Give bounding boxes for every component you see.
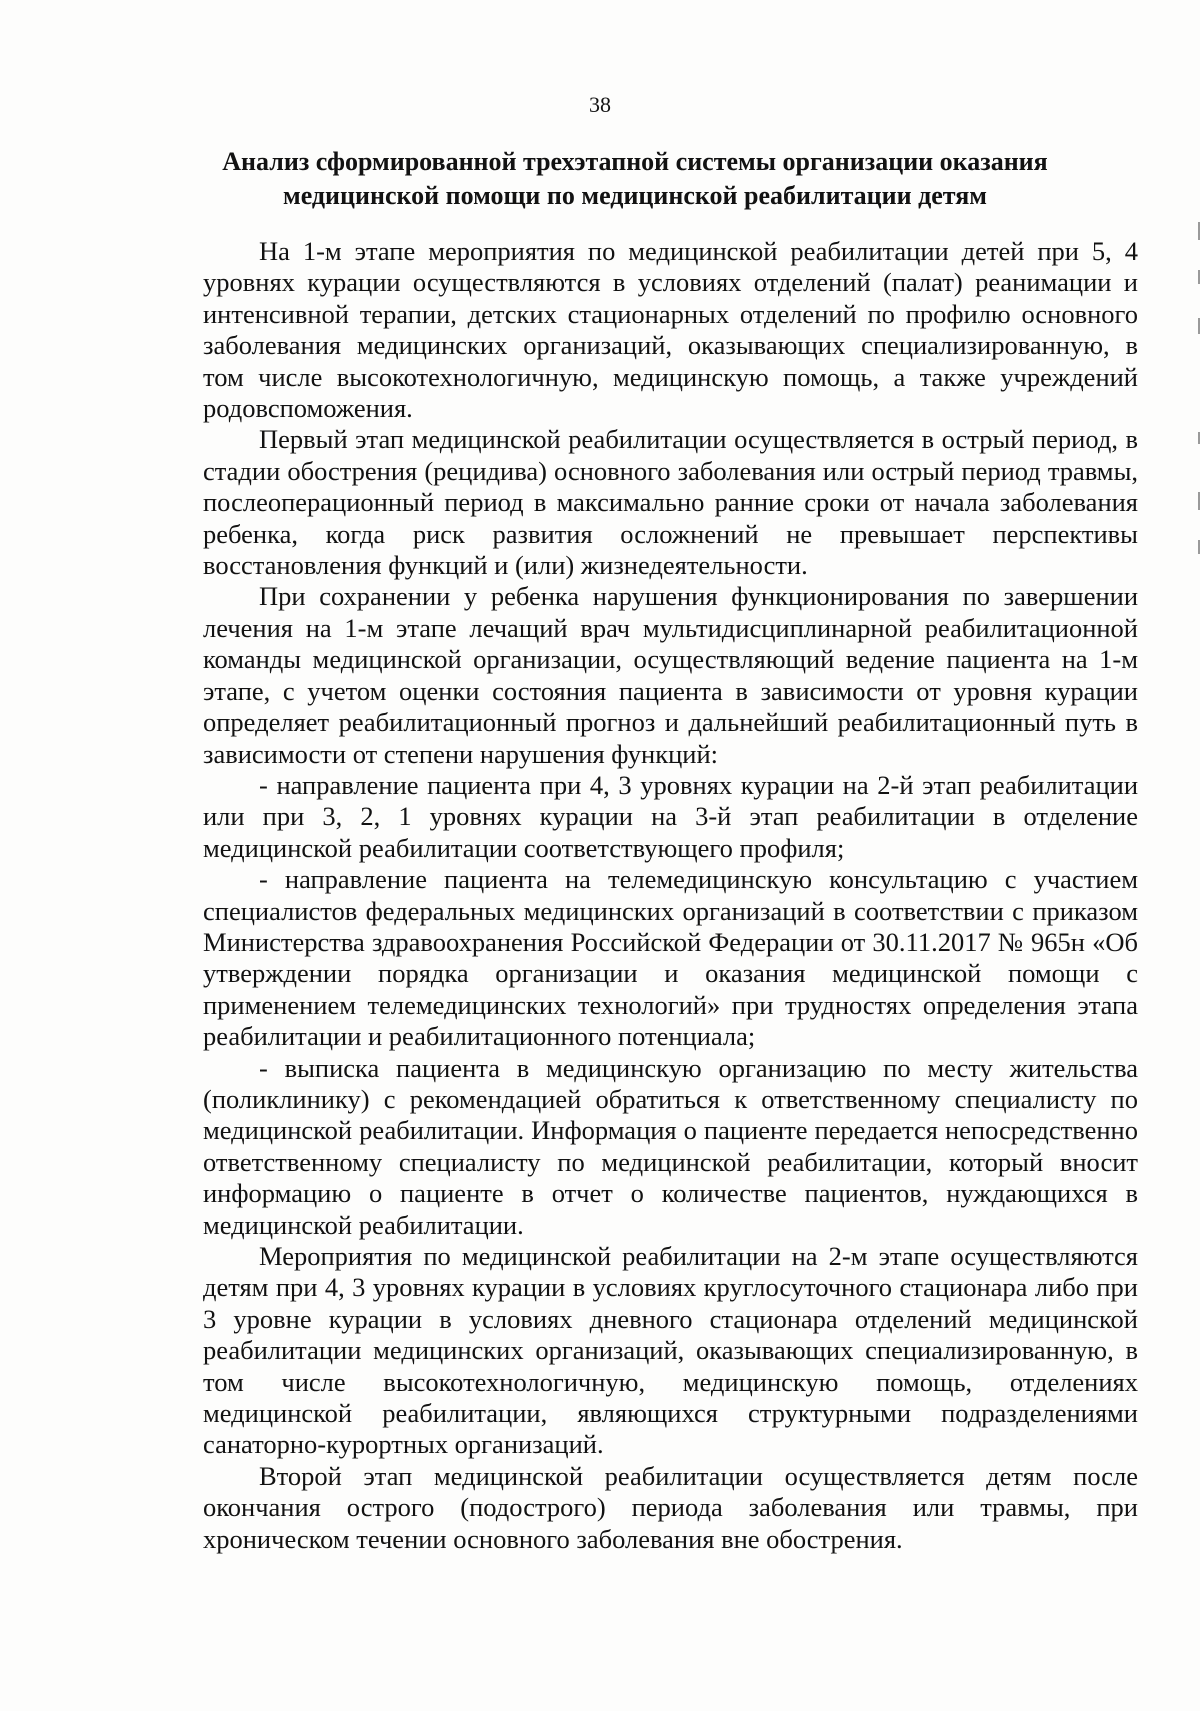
list-item-telemedicine: - направление пациента на телемедицинскую консультацию с участием специалистов федеральных медицинских организаций в соответствии с приказом Министерства здравоохранения Российской Федерации от 30.11.2017 № 965н «Об утверждении порядка организации и оказания медицинской помощи с применением телемедицинских технологий» при трудностях определения этапа реабилитации и реабилитационного потенциала;: [203, 864, 1138, 1052]
section-heading: [215, 145, 1055, 213]
paragraph-first-stage-levels: На 1-м этапе мероприятия по медицинской реабилитации детей при 5, 4 уровнях курации осуществляются в условиях отделений (палат) реанимации и интенсивной терапии, детских стационарных отделений по профилю основного заболевания медицинских организаций, оказывающих специализированную, в том числе высокотехнологичную, медицинскую помощь, а также учреждений родовспоможения.: [203, 236, 1138, 424]
page-number: 38: [589, 92, 611, 117]
list-item-discharge: - выписка пациента в медицинскую организацию по месту жительства (поликлинику) с рекомендацией обратиться к ответственному специалисту по медицинской реабилитации. Информация о пациенте передается непосредственно ответственному специалисту по медицинской реабилитации, который вносит информацию о пациенте в отчет о количестве пациентов, нуждающихся в медицинской реабилитации.: [203, 1052, 1138, 1240]
heading-line-1: Анализ сформированной трехэтапной системы организации оказания: [222, 147, 1048, 176]
paragraph-rehab-path: При сохранении у ребенка нарушения функционирования по завершении лечения на 1-м этапе лечащий врач мультидисциплинарной реабилитационной команды медицинской организации, осуществляющий ведение пациента на 1-м этапе, с учетом оценки состояния пациента в зависимости от уровня курации определяет реабилитационный прогноз и дальнейший реабилитационный путь в зависимости от степени нарушения функций:: [203, 581, 1138, 769]
paragraph-first-stage-timing: Первый этап медицинской реабилитации осуществляется в острый период, в стадии обострения (рецидива) основного заболевания или острый период травмы, послеоперационный период в максимально ранние сроки от начала заболевания ребенка, когда риск развития осложнений не превышает перспективы восстановления функций и (или) жизнедеятельности.: [203, 424, 1138, 581]
paragraph-second-stage-timing: Второй этап медицинской реабилитации осуществляется детям после окончания острого (подострого) периода заболевания или травмы, при хроническом течении основного заболевания вне обострения.: [203, 1460, 1138, 1554]
body-text: [203, 236, 1138, 1555]
paragraph-second-stage-conditions: Мероприятия по медицинской реабилитации на 2-м этапе осуществляются детям при 4, 3 уровнях курации в условиях круглосуточного стационара либо при 3 уровне курации в условиях дневного стационара отделений медицинской реабилитации медицинских организаций, оказывающих специализированную, в том числе высокотехнологичную, медицинскую помощь, отделениях медицинской реабилитации, являющихся структурными подразделениями санаторно-курортных организаций.: [203, 1241, 1138, 1460]
list-item-referral-stage: - направление пациента при 4, 3 уровнях курации на 2-й этап реабилитации или при 3, 2, 1 уровнях курации на 3-й этап реабилитации в отделение медицинской реабилитации соответствующего профиля;: [203, 769, 1138, 863]
heading-line-2: медицинской помощи по медицинской реабилитации детям: [282, 181, 988, 210]
